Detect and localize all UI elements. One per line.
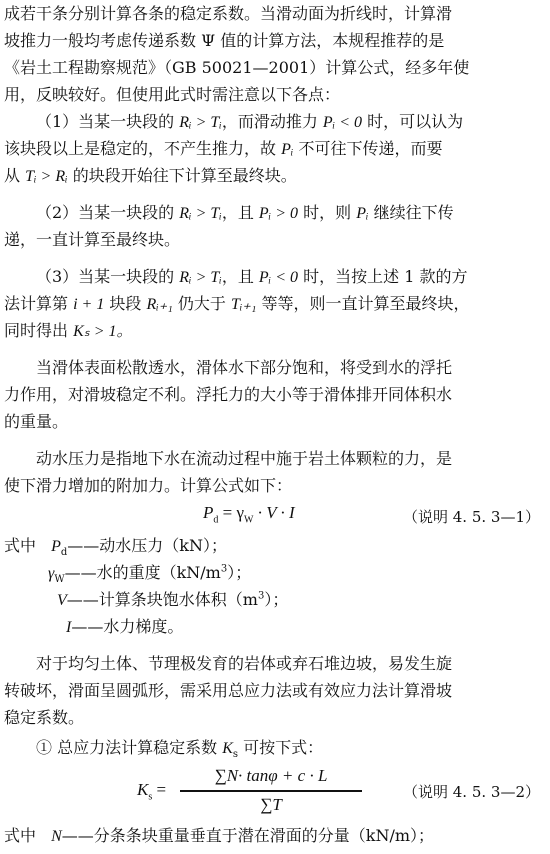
text-line: 用，反映较好。但使用此式时需注意以下各点： — [4, 85, 341, 104]
text-line: 该块段以上是稳定的，不产生推力，故 Pᵢ 不可往下传递，而要 — [4, 139, 443, 158]
text-line: （2）当某一块段的 Rᵢ > Tᵢ，且 Pᵢ > 0 时，则 Pᵢ 继续往下传 — [36, 203, 454, 222]
definition-line: 式中 $P_d——$动水压力（kN）； — [4, 536, 227, 559]
text-line: ① 总应力法计算稳定系数 $K_s$ 可按下式： — [36, 738, 324, 761]
definition-line: 式中 N——分条条块重量垂直于潜在滑面的分量（kN/m）； — [4, 826, 435, 845]
equation-number: （说明 4. 5. 3—1） — [402, 508, 540, 526]
text-line: 递，一直计算至最终块。 — [4, 230, 181, 249]
text-line: 力作用，对滑坡稳定不利。浮托力的大小等于滑体排开同体积水 — [4, 385, 453, 404]
text-line: 转破坏，滑面呈圆弧形，需采用总应力法或有效应力法计算滑坡 — [4, 681, 453, 700]
equation-hydrodynamic-pressure: $P_d = \gamma_W \cdot V \cdot I$ — [203, 503, 295, 526]
fraction-numerator: ∑N· tanφ + c · L — [214, 766, 328, 785]
text-line: 稳定系数。 — [4, 708, 85, 727]
fraction-denominator: ∑T — [260, 795, 282, 814]
text-line: 坡推力一般均考虑传递系数 Ψ 值的计算方法，本规程推荐的是 — [4, 31, 445, 50]
equation-stability-lhs: $K_s$ = — [137, 780, 167, 803]
equation-number: （说明 4. 5. 3—2） — [402, 783, 540, 801]
text-line: 《岩土工程勘察规范》（GB 50021—2001）计算公式，经多年使 — [4, 58, 470, 77]
fraction-bar — [180, 790, 362, 792]
text-line: 法计算第 i + 1 块段 Rᵢ₊₁ 仍大于 Tᵢ₊₁ 等等，则一直计算至最终块， — [4, 294, 470, 313]
text-line: 成若干条分别计算各条的稳定系数。当滑动面为折线时，计算滑 — [4, 4, 453, 23]
text-line: 对于均匀土体、节理极发育的岩体或弃石堆边坡，易发生旋 — [36, 654, 453, 673]
text-line: 同时得出 Kₛ > 1。 — [4, 321, 133, 340]
text-line: 的重量。 — [4, 412, 69, 431]
definition-line: $\gamma_W——$水的重度$(kN/m^3)$； — [48, 563, 252, 586]
definition-line: I——水力梯度。 — [66, 617, 184, 636]
text-line: 当滑体表面松散透水，滑体水下部分饱和，将受到水的浮托 — [36, 358, 453, 377]
text-line: （3）当某一块段的 Rᵢ > Tᵢ，且 Pᵢ < 0 时，当按上述 1 款的方 — [36, 267, 468, 286]
text-line: （1）当某一块段的 Rᵢ > Tᵢ，而滑动推力 Pᵢ < 0 时，可以认为 — [36, 112, 464, 131]
text-line: 从 Tᵢ > Rᵢ 的块段开始往下计算至最终块。 — [4, 166, 297, 185]
definition-line: V——计算条块饱水体积$(m^3)$； — [57, 590, 289, 609]
text-line: 动水压力是指地下水在流动过程中施于岩土体颗粒的力，是 — [36, 449, 453, 468]
text-line: 使下滑力增加的附加力。计算公式如下： — [4, 476, 293, 495]
